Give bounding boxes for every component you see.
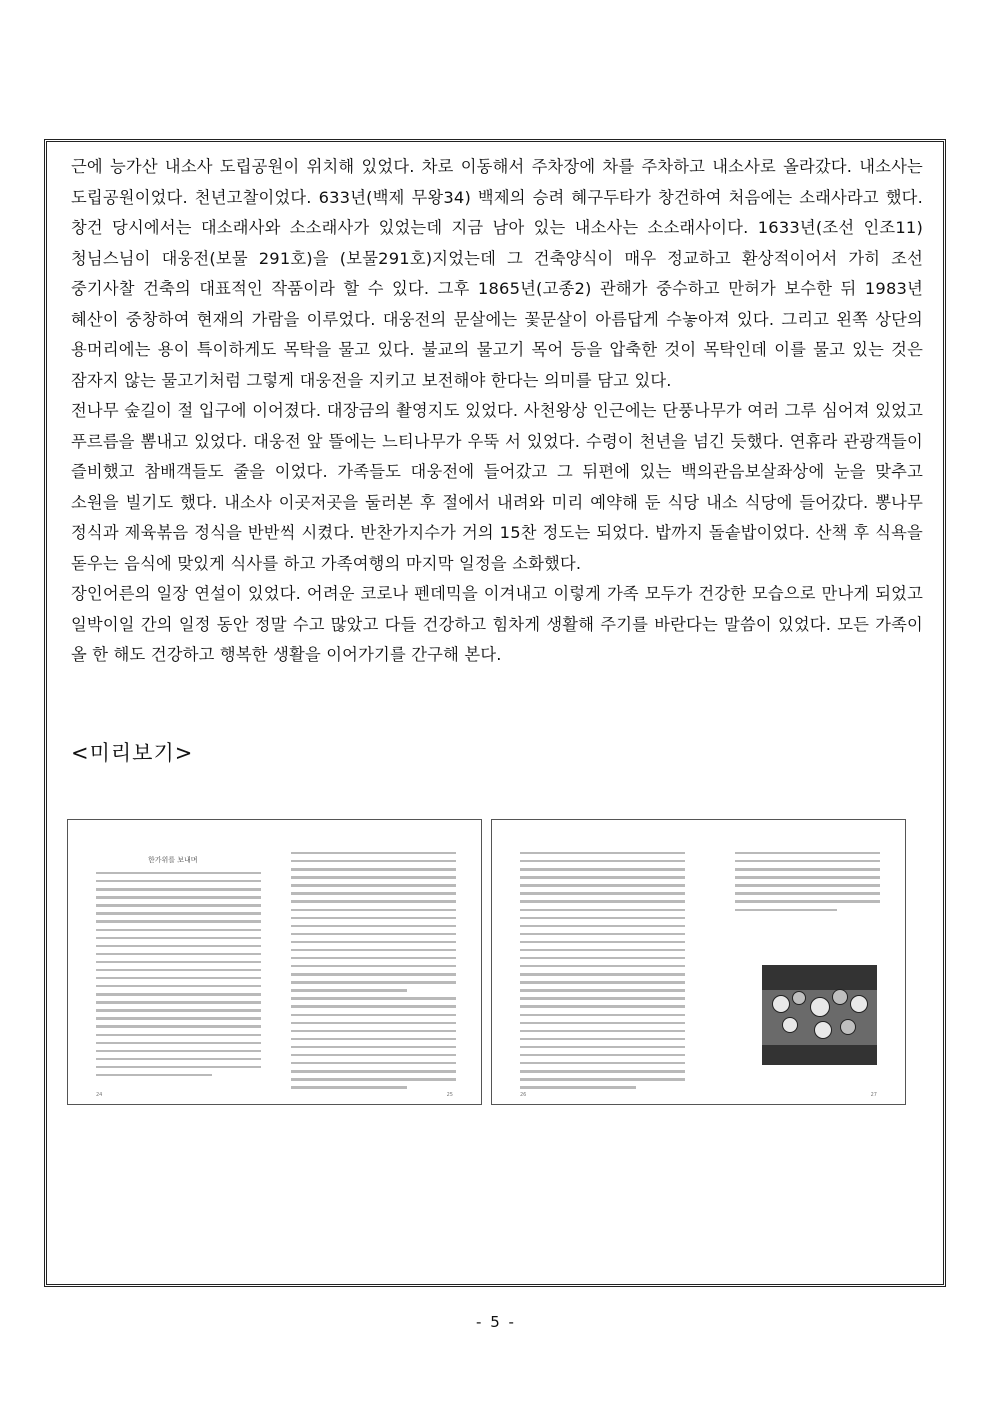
text-line [96,920,261,922]
text-line [520,909,685,911]
text-line [96,872,261,874]
text-line [96,1009,261,1011]
text-line [291,1014,456,1016]
text-line [96,1074,212,1076]
text-line [520,965,685,967]
text-line [291,933,456,935]
text-line [520,892,685,894]
text-line [291,1070,456,1072]
text-line [520,925,685,927]
preview-spread-right [491,819,906,1105]
text-line [96,1066,261,1068]
text-line [291,900,456,902]
paragraph: 전나무 숲길이 절 입구에 이어졌다. 대장금의 촬영지도 있었다. 사천왕상 인근에는 단풍나무가 여러 그루 심어져 있었고 푸르름을 뽐내고 있었다. 대웅전 앞 뜰에는 느티나무가 우뚝 서 있었다. 수령이 천년을 넘긴 듯했다. 연휴라 관광객들이 즐비했고 참배객들도 줄을 이었다. 가족들도 대웅전에 들어갔고 그 뒤편에 있는 백의관음보살좌상에 눈을 맞추고 소원을 빌기도 했다. 내소사 이곳저곳을 둘러본 후 절에서 내려와 미리 예약해 둔 식당 내소 식당에 들어갔다. 뽕나무 정식과 제육볶음 정식을 반반씩 시켰다. 반찬가지수가 거의 15찬 정도는 되었다. 밥까지 돌솥밥이었다. 산책 후 식욕을 돋우는 음식에 맞있게 식사를 하고 가족여행의 마지막 일정을 소화했다. [71,401,923,573]
text-line [291,997,456,999]
text-line [520,1054,685,1056]
page-number-left: 26 [520,1092,527,1098]
page-number-left: 24 [96,1092,103,1098]
text-line [96,937,261,939]
text-line [291,1078,456,1080]
text-line [96,961,261,963]
text-line [735,900,880,902]
text-line [291,949,456,951]
preview-spread-left [67,819,482,1105]
text-line [291,941,456,943]
text-line [735,868,880,870]
text-line [291,1005,456,1007]
text-line [520,1070,685,1072]
text-line [291,852,456,854]
text-line [96,929,261,931]
text-line [291,876,456,878]
text-line [96,945,261,947]
text-line [291,1046,456,1048]
text-line [520,957,685,959]
text-line [520,900,685,902]
text-line [96,977,261,979]
text-column [735,852,880,917]
text-line [735,884,880,886]
text-line [291,868,456,870]
text-line [520,860,685,862]
text-line [520,1086,636,1088]
text-line [520,876,685,878]
text-line [291,917,456,919]
text-line [520,1038,685,1040]
page-number-right: 27 [870,1092,877,1098]
text-line [96,912,261,914]
text-line [520,1005,685,1007]
text-line [520,1014,685,1016]
text-line [520,973,685,975]
text-column [291,852,456,1094]
text-column [96,872,261,1082]
text-line [96,985,261,987]
page-number: - 5 - [476,1313,516,1331]
food-photo [762,965,877,1065]
text-line [735,892,880,894]
article-body [71,152,923,671]
text-line [291,892,456,894]
text-line [96,1017,261,1019]
text-line [291,1062,456,1064]
text-line [96,896,261,898]
text-line [520,1062,685,1064]
text-line [735,876,880,878]
text-line [291,1038,456,1040]
text-line [520,949,685,951]
text-line [520,852,685,854]
paragraph: 장인어른의 일장 연설이 있었다. 어려운 코로나 펜데믹을 이겨내고 이렇게 가족 모두가 건강한 모습으로 만나게 되었고 일박이일 간의 일정 동안 정말 수고 많았고 다들 건강하고 힘차게 생활해 주기를 바란다는 말씀이 있었다. 모든 가족이 올 한 해도 건강하고 행복한 생활을 이어가기를 간구해 본다. [71,584,923,664]
text-line [96,1042,261,1044]
text-line [291,981,456,983]
text-line [96,1001,261,1003]
text-line [291,957,456,959]
text-line [291,1054,456,1056]
text-line [520,1022,685,1024]
text-line [735,909,837,911]
text-line [520,1046,685,1048]
text-line [291,884,456,886]
text-line [520,1030,685,1032]
text-line [291,1086,407,1088]
text-line [291,989,407,991]
text-line [291,860,456,862]
text-line [96,904,261,906]
text-line [96,1050,261,1052]
text-column [520,852,685,1094]
text-line [520,1078,685,1080]
text-line [291,1030,456,1032]
text-line [96,953,261,955]
paragraph: 근에 능가산 내소사 도립공원이 위치해 있었다. 차로 이동해서 주차장에 차를 주차하고 내소사로 올라갔다. 내소사는 도립공원이었다. 천년고찰이었다. 633년(백제 무왕34) 백제의 승려 혜구두타가 창건하여 처음에는 소래사라고 했다. 창건 당시에서는 대소래사와 소소래사가 있었는데 지금 남아 있는 내소사는 소소래사이다. 1633년(조선 인조11) 청님스님이 대웅전(보물 291호)을 (보물291호)지었는데 그 건축양식이 매우 정교하고 환상적이어서 가히 조선 중기사찰 건축의 대표적인 작품이라 할 수 있다. 그후 1865년(고종2) 관해가 중수하고 만허가 보수한 뒤 1983년 혜산이 중창하여 현재의 가람을 이루었다. 대웅전의 문살에는 꽃문살이 아름답게 수놓아져 있다. 그리고 왼쪽 상단의 용머리에는 용이 특이하게도 목탁을 물고 있다. 불교의 물고기 목어 등을 압축한 것이 목탁인데 이를 물고 있는 것은 잠자지 않는 물고기처럼 그렇게 대웅전을 지키고 보전해야 한다는 의미를 담고 있다. [71,157,923,390]
text-line [520,997,685,999]
text-line [735,860,880,862]
text-line [520,933,685,935]
text-line [291,973,456,975]
preview-heading: <미리보기> [71,741,194,765]
text-line [520,941,685,943]
text-line [291,965,456,967]
text-line [520,989,685,991]
spread-title: 한가위를 보내며 [148,856,198,864]
text-line [96,993,261,995]
text-line [520,917,685,919]
text-line [291,909,456,911]
text-line [520,884,685,886]
text-line [96,1034,261,1036]
text-line [96,1025,261,1027]
text-line [96,888,261,890]
text-line [520,981,685,983]
text-line [96,880,261,882]
text-line [291,925,456,927]
text-line [96,969,261,971]
text-line [520,868,685,870]
page-number-right: 25 [446,1092,453,1098]
text-line [735,852,880,854]
text-line [96,1058,261,1060]
text-line [291,1022,456,1024]
